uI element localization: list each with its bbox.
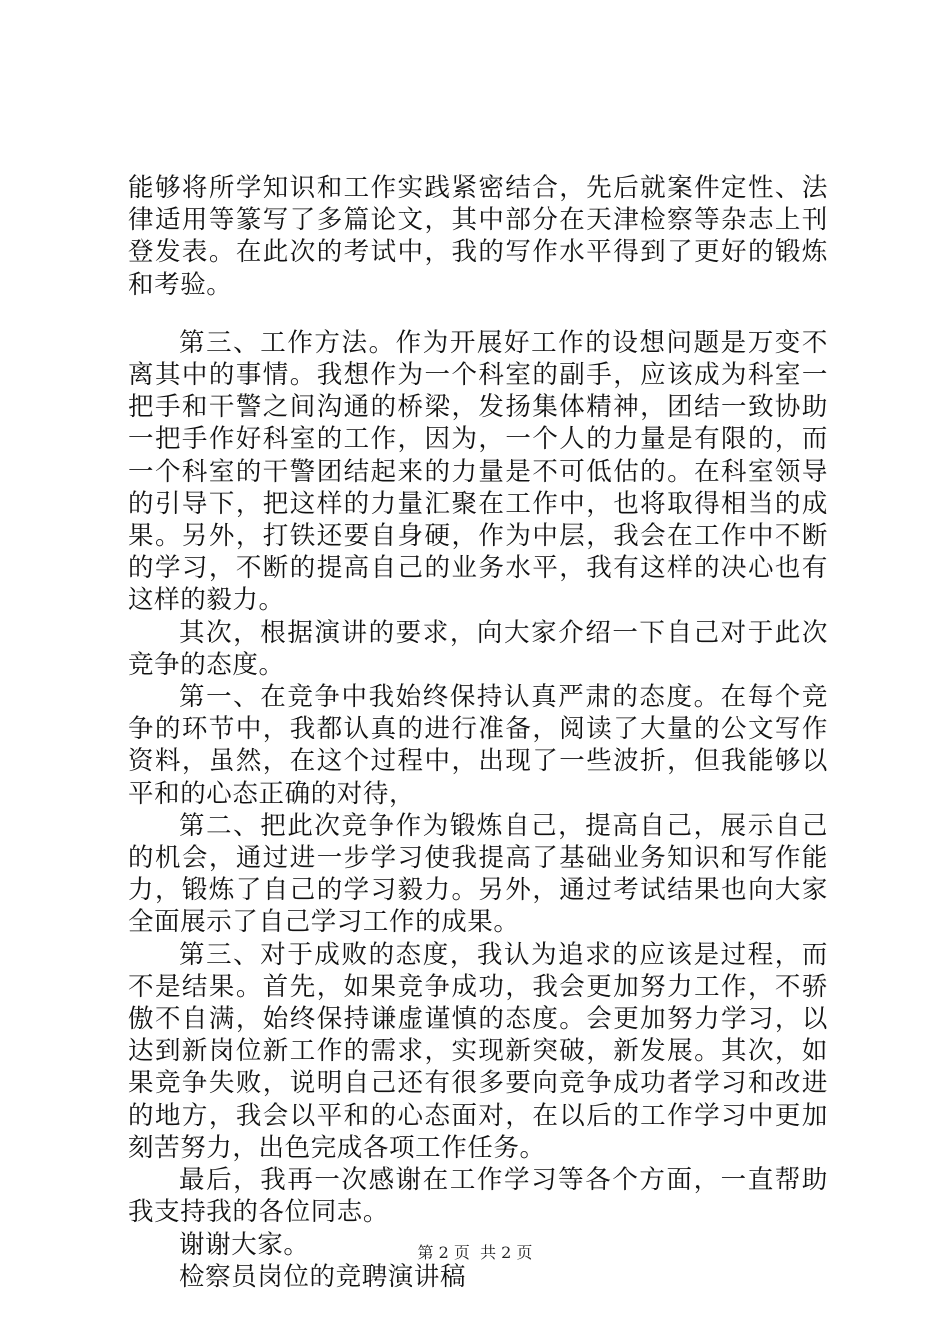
page-number-label: 第 2 页 共 2 页 (417, 1243, 533, 1262)
paragraph-point-one: 第一、在竞争中我始终保持认真严肃的态度。在每个竞争的环节中，我都认真的进行准备，阅读了大量的公文写作资料，虽然，在这个过程中，出现了一些波折，但我能够以平和的心态正确的对待， (128, 682, 828, 809)
paragraph-point-two: 第二、把此次竞争作为锻炼自己，提高自己，展示自己的机会，通过进一步学习使我提高了基础业务知识和写作能力，锻炼了自己的学习毅力。另外，通过考试结果也向大家全面展示了自己学习工作的成果。 (128, 810, 828, 938)
paragraph-work-method: 第三、工作方法。作为开展好工作的设想问题是万变不离其中的事情。我想作为一个科室的副手，应该成为科室一把手和干警之间沟通的桥梁，发扬集体精神，团结一致协助一把手作好科室的工作，因为，一个人的力量是有限的，而一个科室的干警团结起来的力量是不可低估的。在科室领导的引导下，把这样的力量汇聚在工作中，也将取得相当的成果。另外，打铁还要自身硬，作为中层，我会在工作中不断的学习，不断的提高自己的业务水平，我有这样的决心也有这样的毅力。 (128, 327, 828, 616)
document-body (128, 172, 828, 1293)
page-footer (0, 1243, 950, 1263)
paragraph-attitude-intro: 其次，根据演讲的要求，向大家介绍一下自己对于此次竞争的态度。 (128, 617, 828, 680)
paragraph-thank-you: 谢谢大家。 (179, 1229, 310, 1260)
paragraph-continuation: 能够将所学知识和工作实践紧密结合，先后就案件定性、法律适用等篆写了多篇论文，其中部分在天津检察等杂志上刊登发表。在此次的考试中，我的写作水平得到了更好的锻炼和考验。 (128, 173, 828, 300)
paragraph-closing-thanks: 最后，我再一次感谢在工作学习等各个方面，一直帮助我支持我的各位同志。 (128, 1165, 828, 1228)
paragraph-document-title: 检察员岗位的竞聘演讲稿 (179, 1261, 467, 1292)
paragraph-point-three: 第三、对于成败的态度，我认为追求的应该是过程，而不是结果。首先，如果竞争成功，我会更加努力工作，不骄傲不自满，始终保持谦虚谨慎的态度。会更加努力学习，以达到新岗位新工作的需求，实现新突破，新发展。其次，如果竞争失败，说明自己还有很多要向竞争成功者学习和改进的地方，我会以平和的心态面对，在以后的工作学习中更加刻苦努力，出色完成各项工作任务。 (128, 939, 828, 1163)
